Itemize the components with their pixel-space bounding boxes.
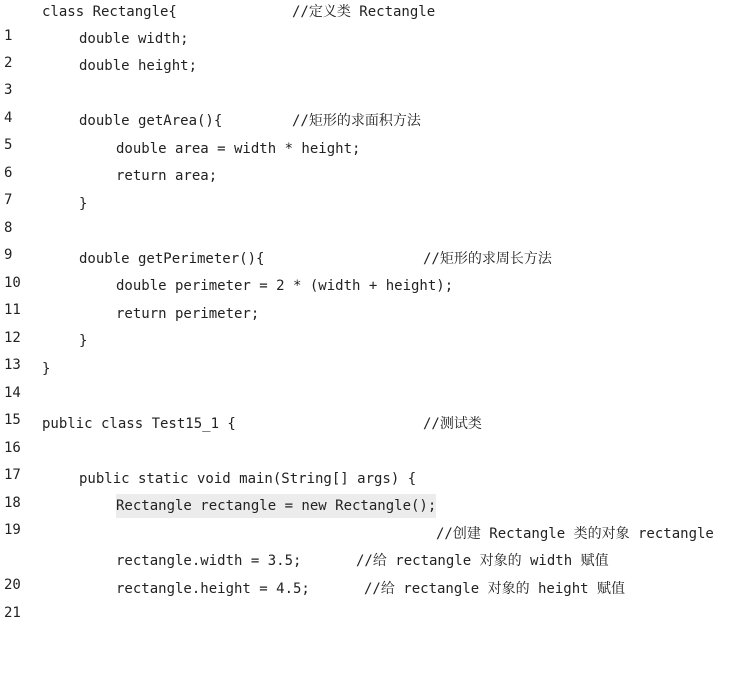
line-number: 21 [4,605,21,621]
code-text: public class Test15_1 { [42,416,236,432]
code-line [0,357,747,401]
code-line [0,577,747,621]
code-text: double height; [79,58,198,74]
code-text: double getPerimeter(){ [79,251,265,267]
line-number: 12 [4,330,21,346]
line-number: 11 [4,302,21,318]
line-number: 13 [4,357,21,373]
code-comment: //给 rectangle 对象的 width 赋值 [356,553,609,569]
line-number: 3 [4,82,13,98]
code-comment: //测试类 [423,416,482,432]
line-number: 14 [4,385,21,401]
line-number: 15 [4,412,21,428]
code-text: } [79,196,88,212]
code-text: class Rectangle{ [42,4,177,20]
code-comment: //给 rectangle 对象的 height 赋值 [364,581,626,597]
line-number: 1 [4,28,13,44]
line-number: 10 [4,275,21,291]
code-text: double getArea(){ [79,113,223,129]
code-text: } [79,333,88,349]
code-line [0,164,747,208]
code-text: public static void main(String[] args) { [79,471,417,487]
line-number: 4 [4,110,13,126]
code-comment: //矩形的求周长方法 [423,251,552,267]
code-line [0,54,747,98]
highlighted-code-text: Rectangle rectangle = new Rectangle(); [116,494,436,518]
line-number: 19 [4,522,21,538]
line-number: 8 [4,220,13,236]
code-line [0,329,747,373]
code-text: double perimeter = 2 * (width + height); [116,278,454,294]
line-number: 18 [4,495,21,511]
line-number: 6 [4,165,13,181]
line-number: 17 [4,467,21,483]
line-number: 7 [4,192,13,208]
line-number: 2 [4,55,13,71]
code-text: return perimeter; [116,306,260,322]
code-text: return area; [116,168,218,184]
code-comment: //定义类 Rectangle [292,4,436,20]
code-text: double width; [79,31,189,47]
line-number: 16 [4,440,21,456]
line-number: 20 [4,577,21,593]
code-text: rectangle.height = 4.5; [116,581,310,597]
line-number: 5 [4,137,13,153]
code-line [0,192,747,236]
code-text: } [42,361,51,377]
code-line [0,302,747,346]
code-text: double area = width * height; [116,141,361,157]
line-number: 9 [4,247,13,263]
code-comment: //创建 Rectangle 类的对象 rectangle [436,526,714,542]
code-line [0,522,747,546]
code-comment: //矩形的求面积方法 [292,113,421,129]
code-line [0,412,747,456]
code-text: rectangle.width = 3.5; [116,553,302,569]
